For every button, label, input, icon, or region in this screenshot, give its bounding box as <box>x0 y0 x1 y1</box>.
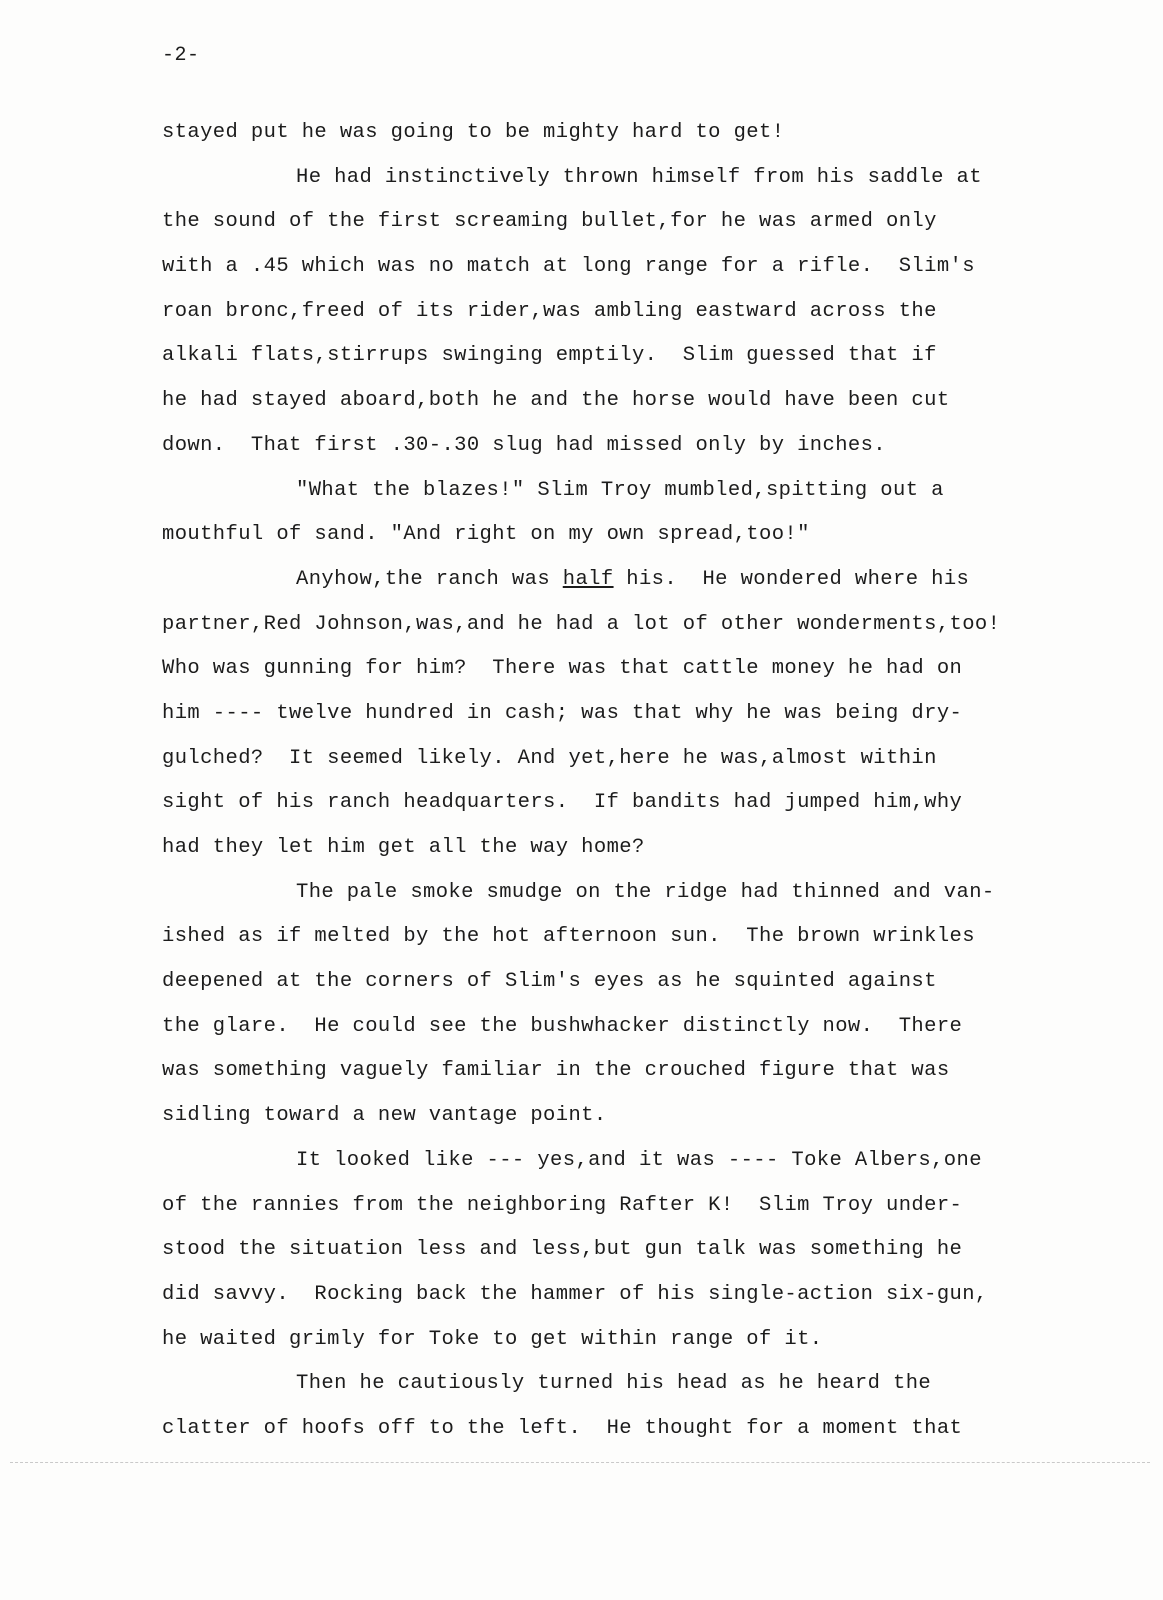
underlined-word: half <box>562 567 614 591</box>
text-line: had they let him get all the way home? <box>162 836 645 859</box>
text-line: the sound of the first screaming bullet,for he was armed only <box>162 210 937 234</box>
text-line: was something vaguely familiar in the crouched figure that was <box>162 1059 950 1083</box>
text-line: stood the situation less and less,but gun talk was something he <box>162 1238 963 1262</box>
text-line: sight of his ranch headquarters. If bandits had jumped him,why <box>162 791 963 815</box>
text-line: sidling toward a new vantage point. <box>162 1104 607 1128</box>
text-line: partner,Red Johnson,was,and he had a lot of other wonderments,too! <box>162 612 1001 636</box>
text-line: him ---- twelve hundred in cash; was that why he was being dry- <box>162 701 963 725</box>
text-line: deepened at the corners of Slim's eyes as he squinted against <box>162 970 937 994</box>
paragraph-start-line: Then he cautiously turned his head as he heard the <box>296 1372 932 1396</box>
text-line: roan bronc,freed of its rider,was ambling eastward across the <box>162 299 937 323</box>
text-line: gulched? It seemed likely. And yet,here he was,almost within <box>162 746 937 770</box>
paragraph-start-line: "What the blazes!" Slim Troy mumbled,spitting out a <box>296 478 944 502</box>
text-line: clatter of hoofs off to the left. He thought for a moment that <box>162 1416 963 1440</box>
page-fold-line <box>10 1462 1150 1463</box>
paragraph-start-line: It looked like --- yes,and it was ---- Toke Albers,one <box>296 1148 982 1172</box>
text-line: Who was gunning for him? There was that cattle money he had on <box>162 657 963 681</box>
text-segment: Anyhow,the ranch was <box>296 567 563 591</box>
paragraph-start-line: He had instinctively thrown himself from his saddle at <box>296 165 982 189</box>
paragraph-start-line <box>162 558 1062 603</box>
text-line: stayed put he was going to be mighty hard to get! <box>162 121 785 144</box>
text-line: alkali flats,stirrups swinging emptily. Slim guessed that if <box>162 344 937 368</box>
text-line: the glare. He could see the bushwhacker distinctly now. There <box>162 1014 963 1038</box>
text-line: down. That first .30-.30 slug had missed only by inches. <box>162 433 887 457</box>
text-segment: his. He wondered where his <box>613 567 970 591</box>
page-number: -2- <box>162 44 200 67</box>
text-line: he had stayed aboard,both he and the horse would have been cut <box>162 389 950 413</box>
text-line: with a .45 which was no match at long range for a rifle. Slim's <box>162 255 975 279</box>
text-line: he waited grimly for Toke to get within range of it. <box>162 1327 823 1351</box>
manuscript-body <box>162 111 1062 1452</box>
paragraph-start-line: The pale smoke smudge on the ridge had thinned and van- <box>296 880 995 904</box>
text-line: ished as if melted by the hot afternoon sun. The brown wrinkles <box>162 925 975 949</box>
text-line: of the rannies from the neighboring Rafter K! Slim Troy under- <box>162 1193 963 1217</box>
text-line: did savvy. Rocking back the hammer of his single-action six-gun, <box>162 1282 988 1306</box>
text-line: mouthful of sand. "And right on my own spread,too!" <box>162 523 810 547</box>
